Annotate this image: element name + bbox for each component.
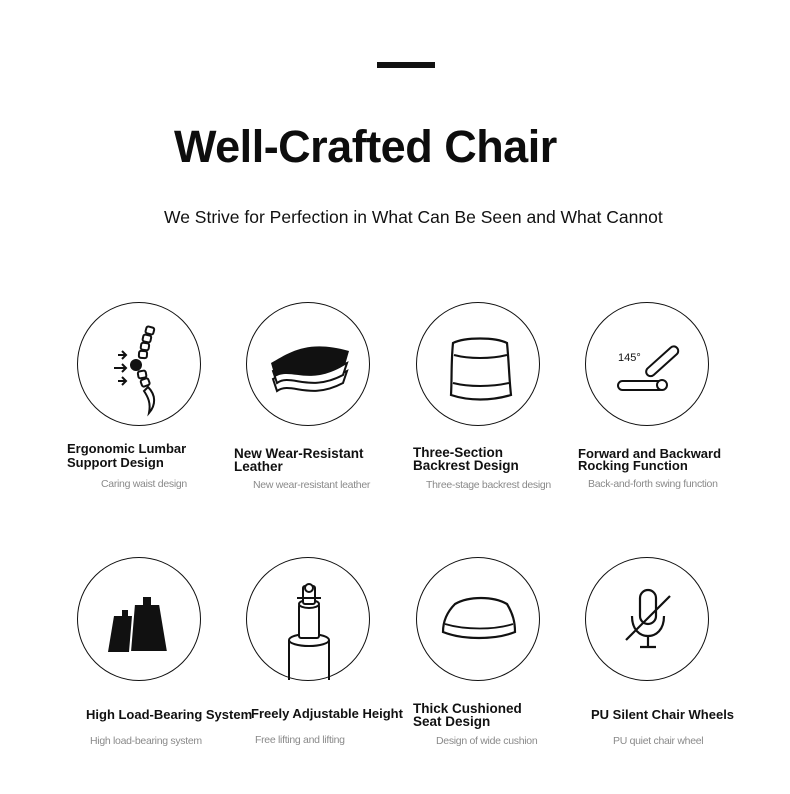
feature-title-leather: New Wear-Resistant Leather [234,446,364,474]
feature-title-height: Freely Adjustable Height [251,706,403,721]
feature-title-load: High Load-Bearing System [86,707,253,722]
feature-circle-cushion [416,557,540,681]
feature-subtitle-height: Free lifting and lifting [255,734,345,746]
feature-title-backrest: Three-Section Backrest Design [413,445,519,473]
feature-subtitle-rocking: Back-and-forth swing function [588,478,718,490]
feature-circle-rocking [585,302,709,426]
angle-value-label: 145° [618,352,641,364]
feature-subtitle-wheels: PU quiet chair wheel [613,735,704,747]
weights-icon [78,558,202,682]
leather-layers-icon [247,303,371,427]
feature-circle-load [77,557,201,681]
backrest-icon [417,303,541,427]
decorative-top-bar [377,62,435,68]
feature-title-wheels: PU Silent Chair Wheels [591,707,735,722]
muted-microphone-icon [586,558,710,682]
feature-subtitle-load: High load-bearing system [90,735,202,747]
feature-title-rocking: Forward and Backward Rocking Function [578,446,722,473]
seat-cushion-icon [417,558,541,682]
feature-circle-leather [246,302,370,426]
gas-cylinder-icon [247,558,371,682]
recline-angle-icon [586,303,710,427]
feature-subtitle-leather: New wear-resistant leather [253,479,371,491]
feature-circle-wheels [585,557,709,681]
feature-subtitle-lumbar: Caring waist design [101,478,187,490]
feature-circle-backrest [416,302,540,426]
feature-title-cushion: Thick Cushioned Seat Design [413,701,522,729]
page-title: Well-Crafted Chair [174,121,557,172]
feature-circle-lumbar [77,302,201,426]
spine-lumbar-icon [78,303,202,427]
feature-subtitle-cushion: Design of wide cushion [436,735,538,747]
feature-circle-height [246,557,370,681]
feature-subtitle-backrest: Three-stage backrest design [426,479,551,491]
page-subtitle: We Strive for Perfection in What Can Be Seen and What Cannot [164,207,663,227]
feature-title-lumbar: Ergonomic Lumbar Support Design [67,441,187,470]
